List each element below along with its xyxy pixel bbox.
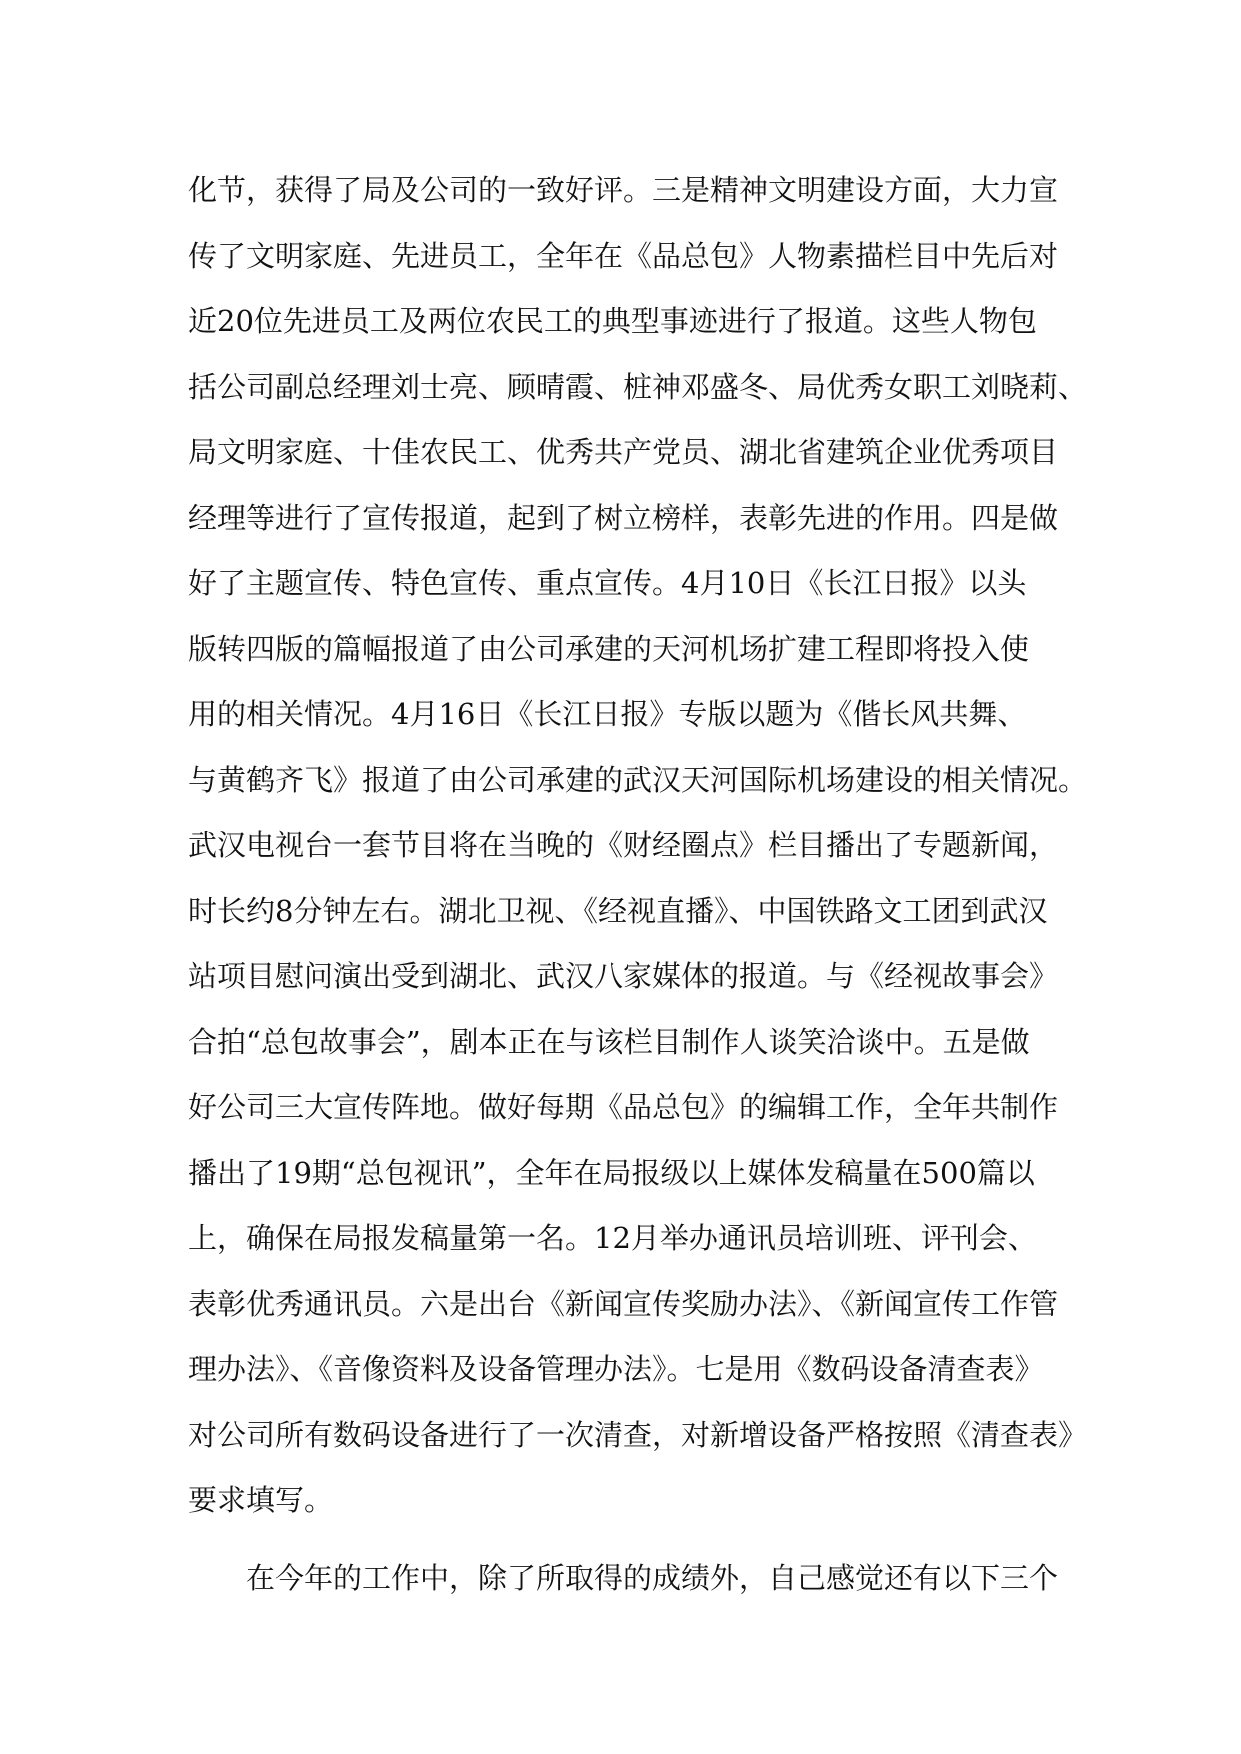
paragraph-2: [188, 1546, 1068, 1612]
text-line: 要求填写。: [188, 1483, 334, 1517]
text-line: 武汉电视台一套节目将在当晚的《财经圈点》栏目播出了专题新闻，: [188, 828, 1059, 862]
text-line: 合拍“总包故事会”，剧本正在与该栏目制作人谈笑洽谈中。五是做: [188, 1024, 1030, 1059]
paragraph-gap: [188, 1534, 1068, 1546]
text-line: 播出了19期“总包视讯”，全年在局报级以上媒体发稿量在500篇以: [188, 1155, 1035, 1190]
text-line: 上，确保在局报发稿量第一名。12月举办通讯员培训班、评刊会、: [188, 1221, 1037, 1255]
text-line: 括公司副总经理刘士亮、顾晴霞、桩神邓盛冬、局优秀女职工刘晓莉、: [188, 369, 1088, 404]
text-line: 传了文明家庭、先进员工，全年在《品总包》人物素描栏目中先后对: [188, 238, 1059, 273]
text-line: 好公司三大宣传阵地。做好每期《品总包》的编辑工作，全年共制作: [188, 1090, 1059, 1124]
paragraph-1: [188, 158, 1088, 1534]
document-body: [188, 158, 1088, 1611]
text-line: 站项目慰问演出受到湖北、武汉八家媒体的报道。与《经视故事会》: [188, 959, 1059, 993]
text-line: 对公司所有数码设备进行了一次清查，对新增设备严格按照《清查表》: [188, 1417, 1088, 1452]
text-line: 经理等进行了宣传报道，起到了树立榜样，表彰先进的作用。四是做: [188, 500, 1059, 535]
text-line: 好了主题宣传、特色宣传、重点宣传。4月10日《长江日报》以头: [188, 566, 1027, 600]
text-line: 与黄鹤齐飞》报道了由公司承建的武汉天河国际机场建设的相关情况。: [188, 762, 1088, 797]
text-line: 化节，获得了局及公司的一致好评。三是精神文明建设方面，大力宣: [188, 173, 1059, 207]
text-line: 近20位先进员工及两位农民工的典型事迹进行了报道。这些人物包: [188, 304, 1037, 338]
text-line: 局文明家庭、十佳农民工、优秀共产党员、湖北省建筑企业优秀项目: [188, 435, 1059, 469]
text-line: 版转四版的篇幅报道了由公司承建的天河机场扩建工程即将投入使: [188, 631, 1030, 666]
text-line: 用的相关情况。4月16日《长江日报》专版以题为《偕长风共舞、: [188, 697, 1027, 731]
text-line: 在今年的工作中，除了所取得的成绩外，自己感觉还有以下三个: [246, 1560, 1059, 1595]
text-line: 表彰优秀通讯员。六是出台《新闻宣传奖励办法》、《新闻宣传工作管: [188, 1286, 1059, 1321]
text-line: 时长约8分钟左右。湖北卫视、《经视直播》、中国铁路文工团到武汉: [188, 893, 1048, 928]
text-line: 理办法》、《音像资料及设备管理办法》。七是用《数码设备清查表》: [188, 1352, 1044, 1386]
